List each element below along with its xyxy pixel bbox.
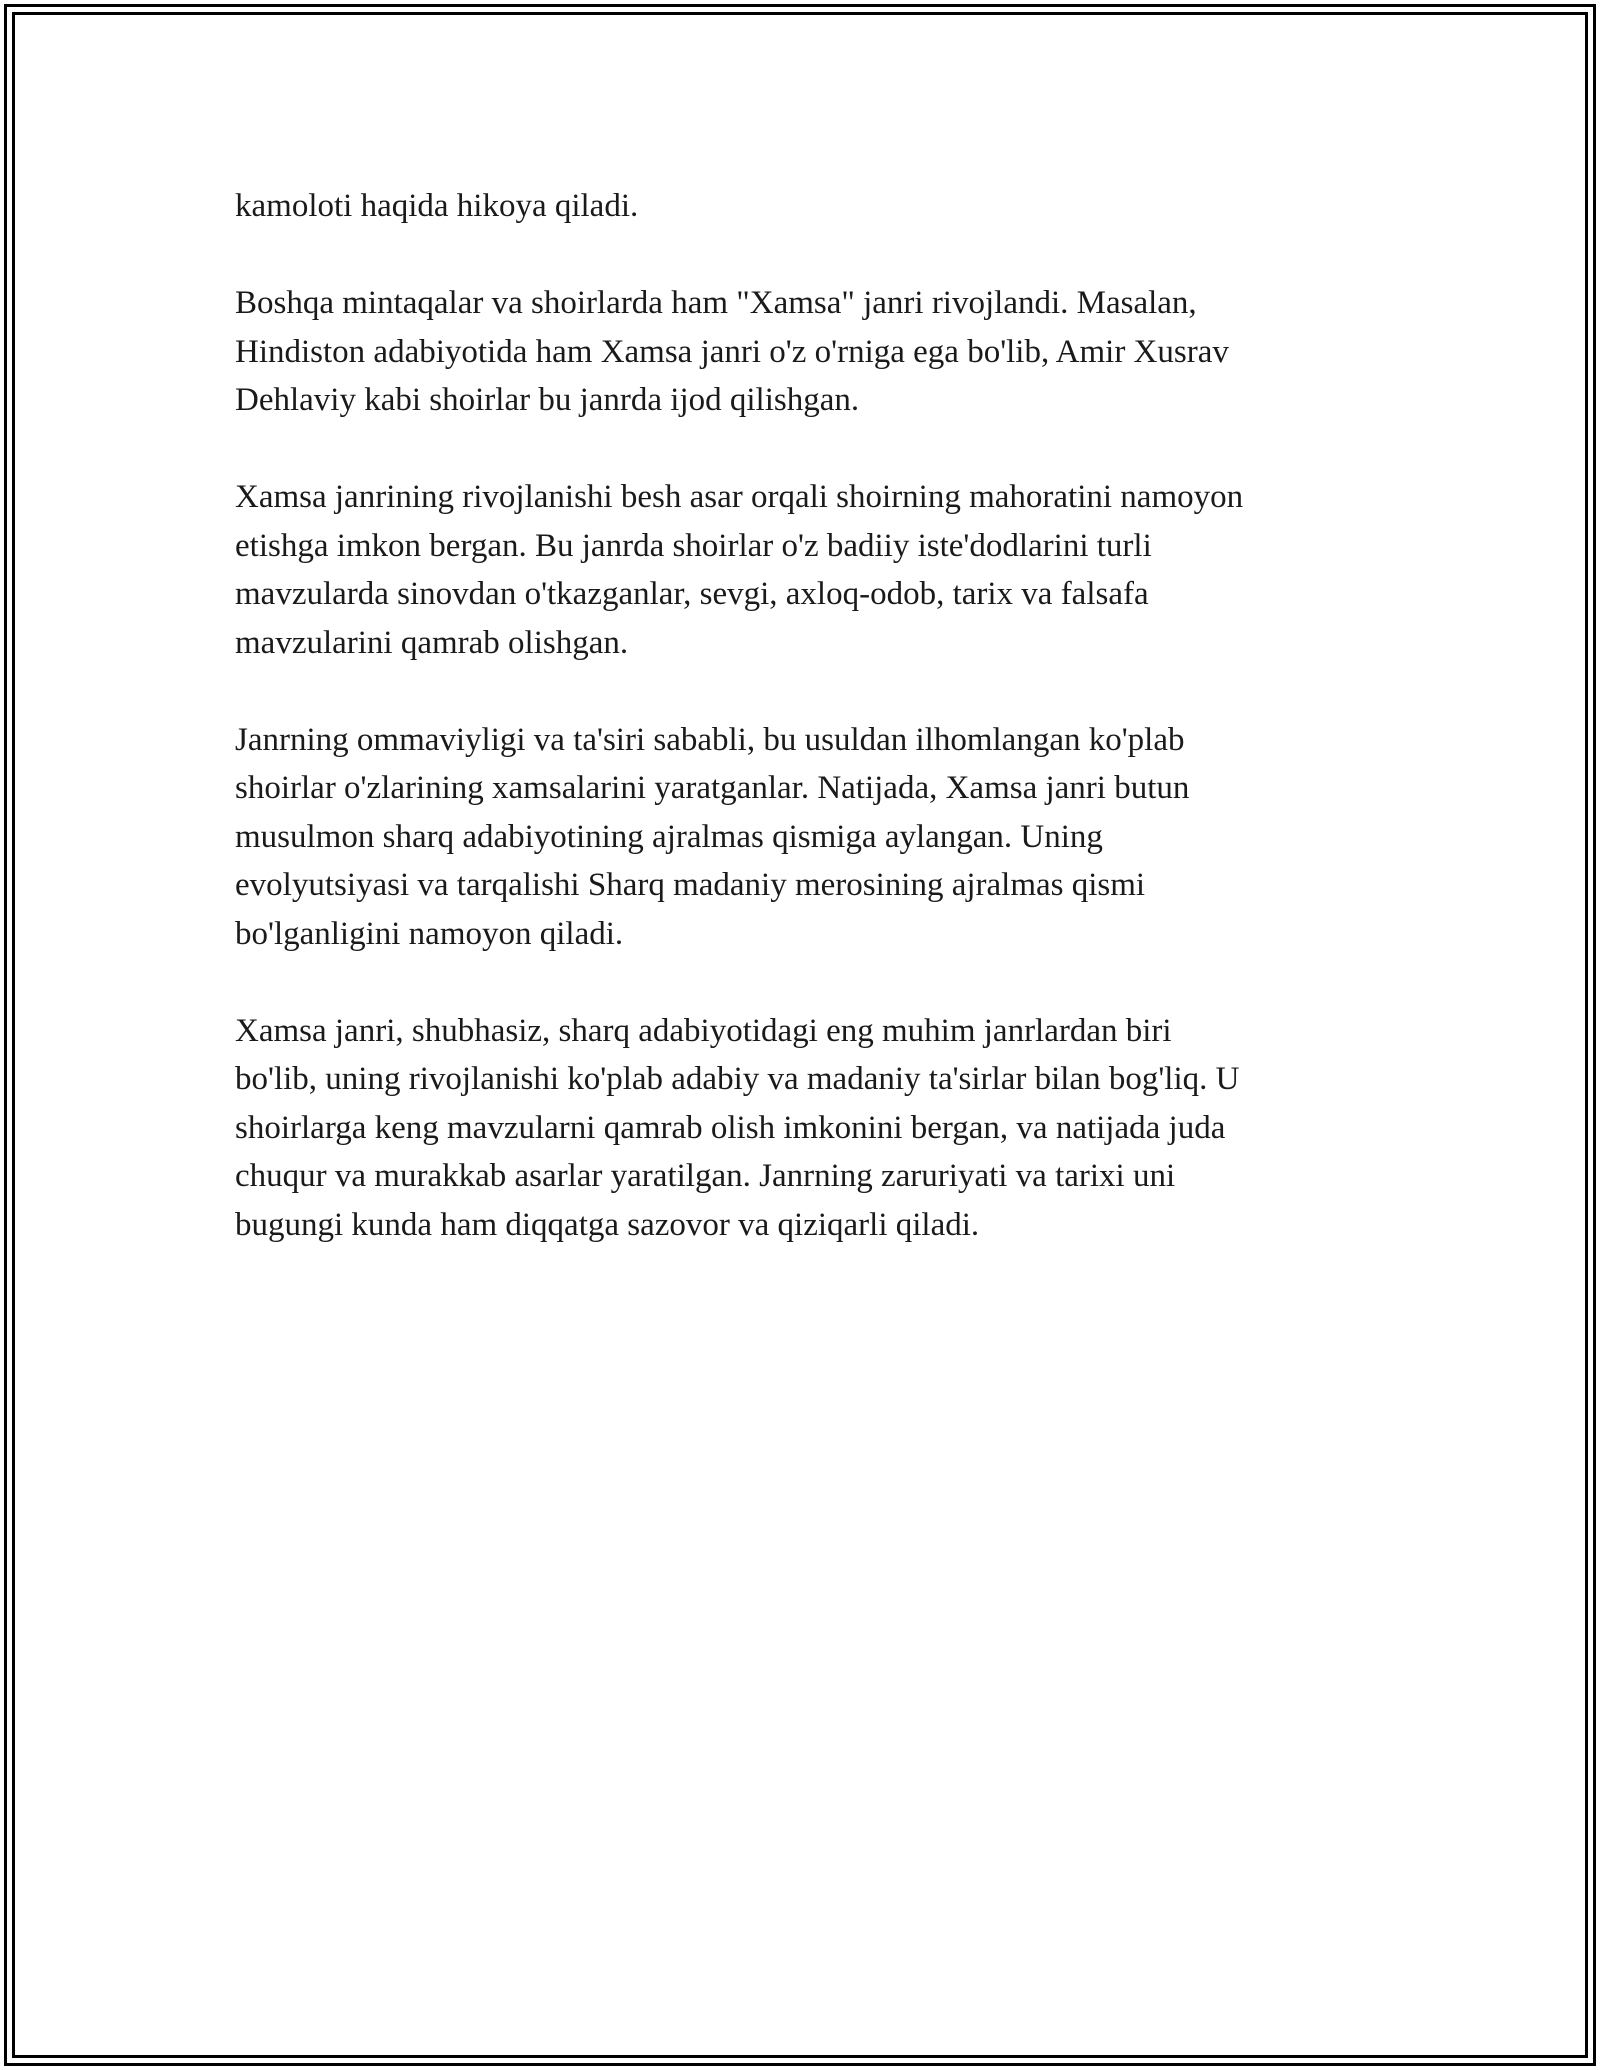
text-line: evolyutsiyasi va tarqalishi Sharq madaniy merosining ajralmas qismi [235, 867, 1146, 903]
text-line: bo'lib, uning rivojlanishi ko'plab adabiy va madaniy ta'sirlar bilan bog'liq. U [235, 1061, 1240, 1097]
text-line: chuqur va murakkab asarlar yaratilgan. Janrning zaruriyati va tarixi uni [235, 1158, 1176, 1194]
text-line: musulmon sharq adabiyotining ajralmas qismiga aylangan. Uning [235, 818, 1103, 855]
text-line: Xamsa janrining rivojlanishi besh asar orqali shoirning mahoratini namoyon [235, 479, 1244, 515]
text-line: Boshqa mintaqalar va shoirlarda ham "Xamsa" janri rivojlandi. Masalan, [235, 285, 1197, 321]
text-line: Dehlaviy kabi shoirlar bu janrda ijod qilishgan. [235, 382, 860, 418]
text-line: mavzularda sinovdan o'tkazganlar, sevgi, axloq-odob, tarix va falsafa [235, 576, 1149, 612]
text-line: Xamsa janri, shubhasiz, sharq adabiyotidagi eng muhim janrlardan biri [235, 1012, 1172, 1049]
text-line: mavzularini qamrab olishgan. [235, 624, 629, 661]
text-line: Janrning ommaviyligi va ta'siri sababli, bu usuldan ilhomlangan ko'plab [235, 721, 1185, 758]
paragraph [235, 182, 1375, 231]
text-line: bo'lganligini namoyon qiladi. [235, 915, 624, 952]
text-line: shoirlarga keng mavzularni qamrab olish imkonini bergan, va natijada juda [235, 1109, 1226, 1146]
document-body [235, 182, 1375, 1298]
paragraph [235, 1007, 1375, 1250]
text-line: etishga imkon bergan. Bu janrda shoirlar o'z badiiy iste'dodlarini turli [235, 527, 1152, 564]
text-line: kamoloti haqida hikoya qiladi. [235, 188, 639, 224]
paragraph [235, 473, 1375, 667]
paragraph [235, 716, 1375, 959]
text-line: shoirlar o'zlarining xamsalarini yaratganlar. Natijada, Xamsa janri butun [235, 770, 1190, 806]
text-line: bugungi kunda ham diqqatga sazovor va qiziqarli qiladi. [235, 1206, 980, 1243]
text-line: Hindiston adabiyotida ham Xamsa janri o'z o'rniga ega bo'lib, Amir Xusrav [235, 333, 1229, 370]
paragraph [235, 279, 1375, 425]
